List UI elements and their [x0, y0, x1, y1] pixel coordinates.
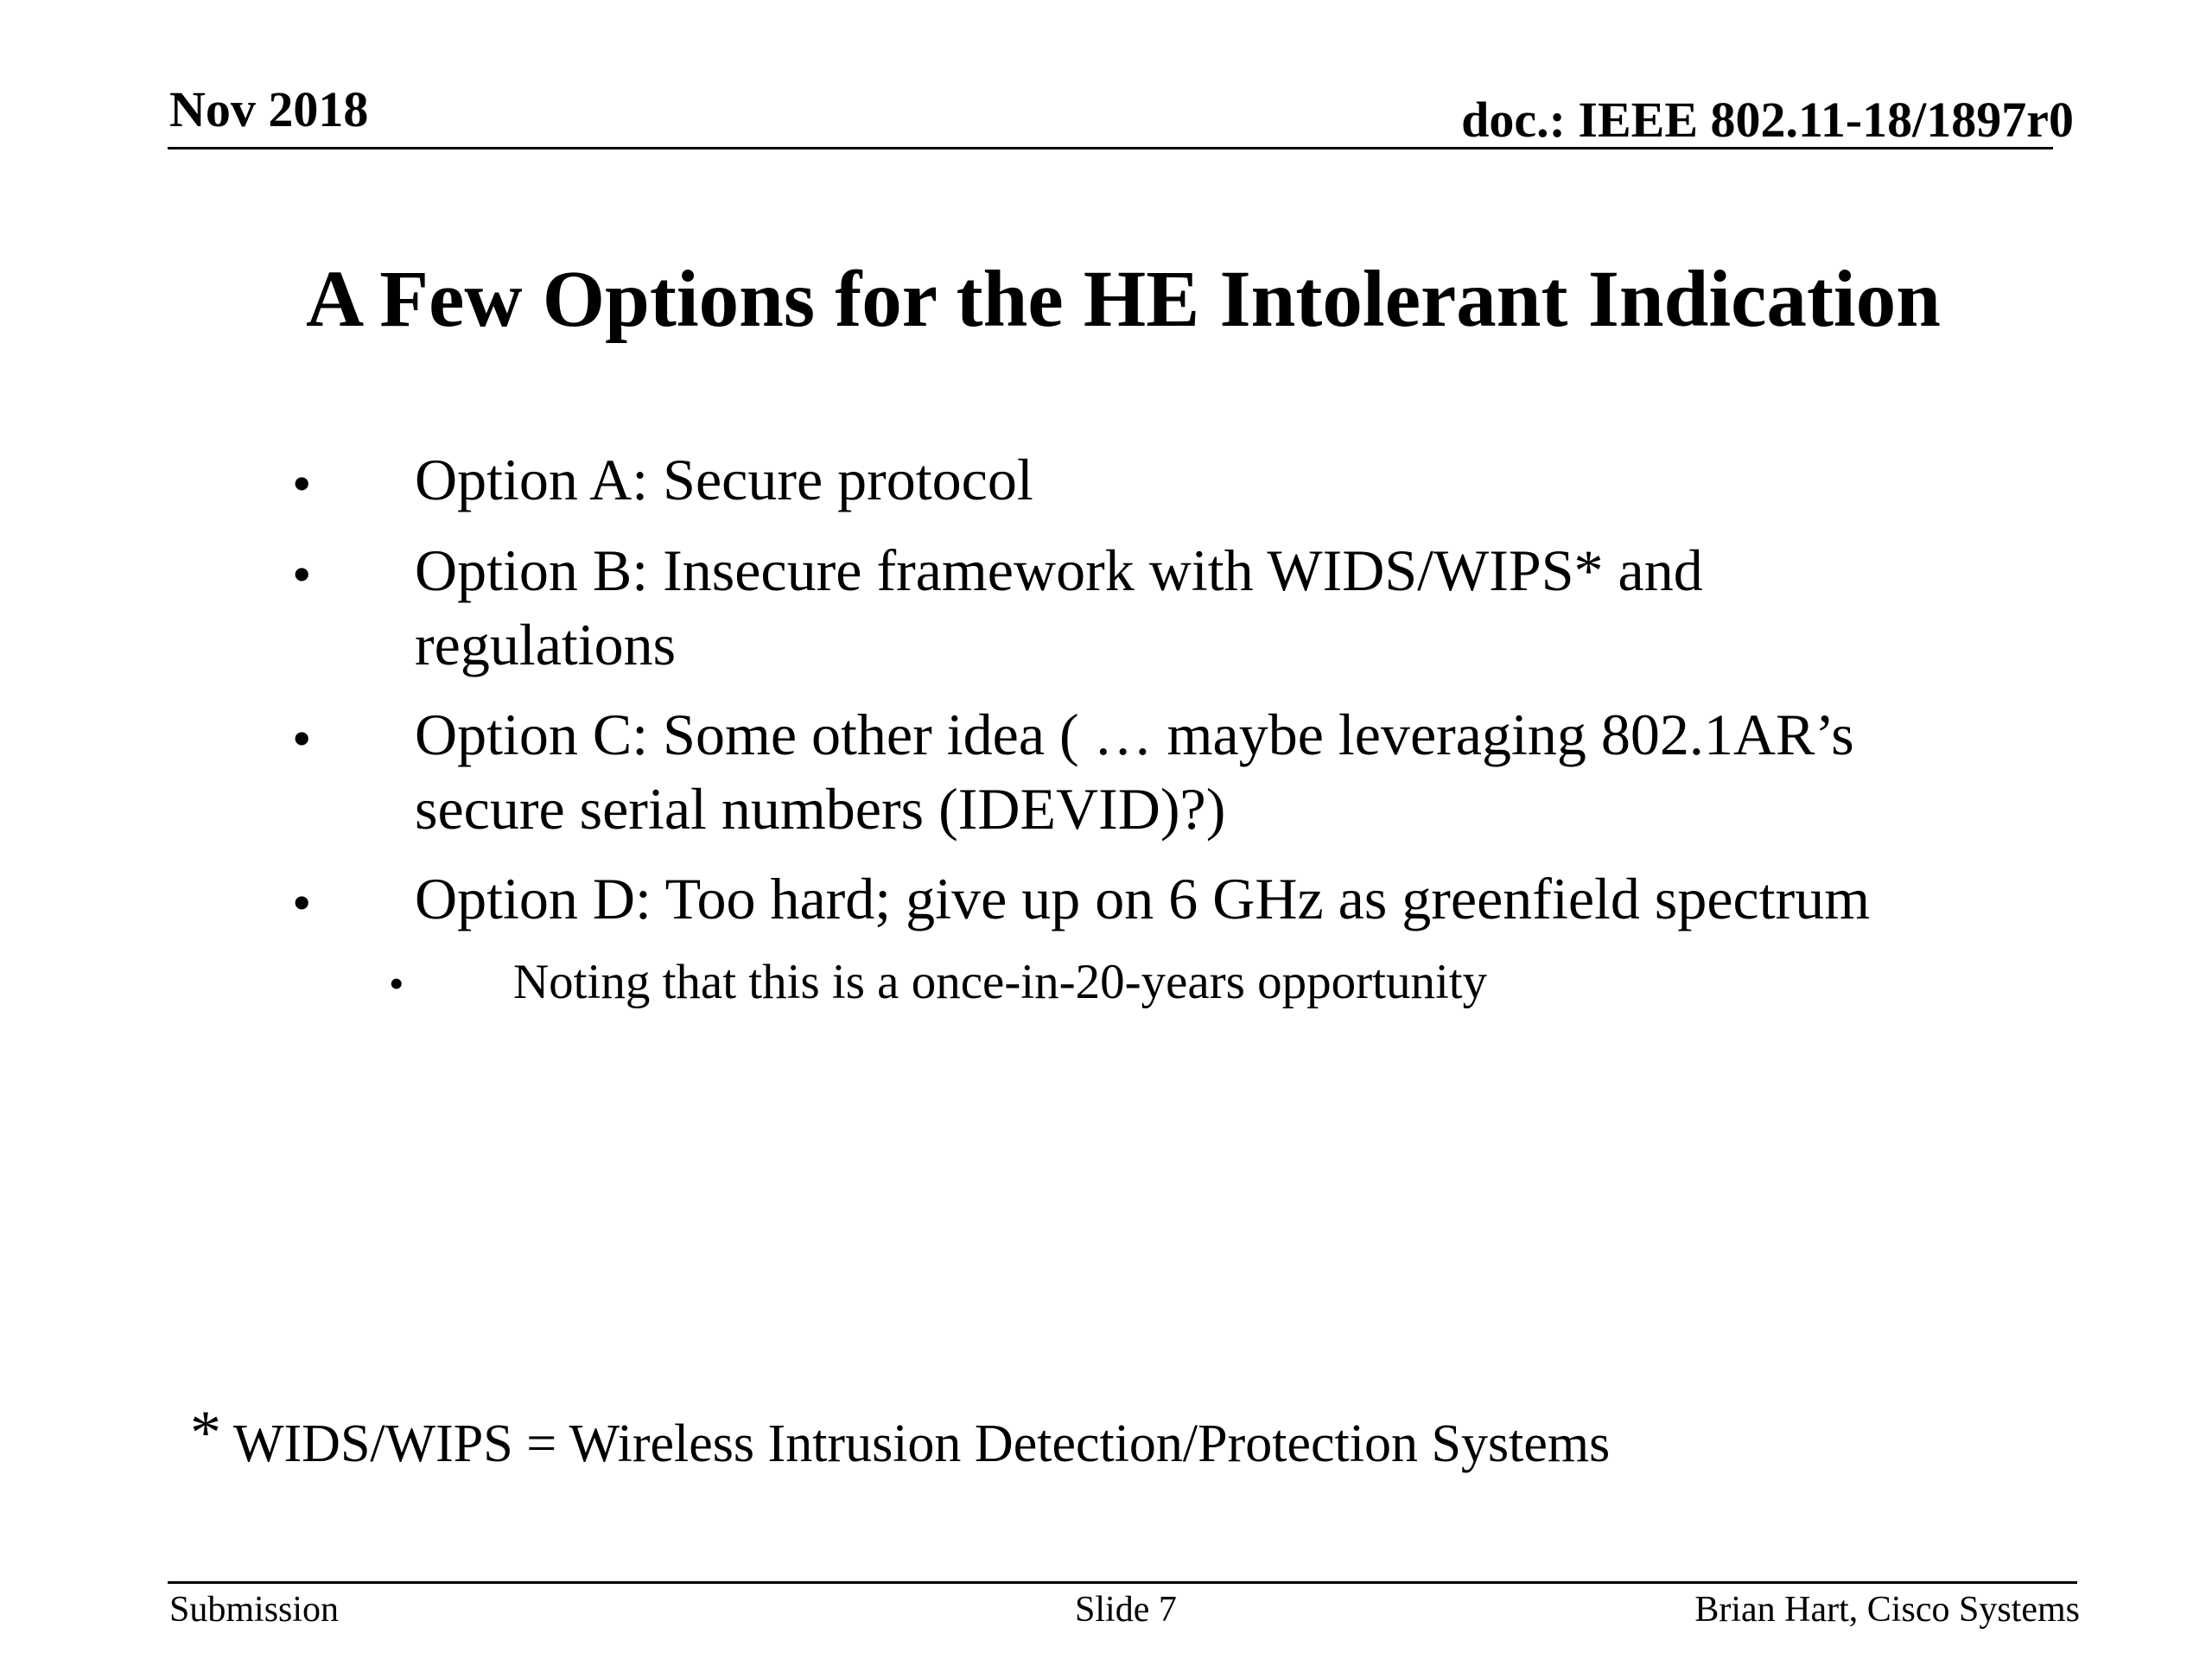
bullet-text: Option A: Secure protocol: [415, 447, 1033, 512]
footnote-text: WIDS/WIPS = Wireless Intrusion Detection/Protection Systems: [233, 1414, 1611, 1473]
bullet-text: Option B: Insecure framework with WIDS/WIPS* and regulations: [415, 537, 1703, 677]
bullet-marker: •: [292, 872, 312, 933]
bullet-marker: •: [292, 543, 312, 605]
bullet-text: Option C: Some other idea ( … maybe leveraging 802.1AR’s secure serial numbers (IDEVID)?): [415, 702, 1854, 842]
footer-slide-number: Slide 7: [1075, 1590, 1177, 1630]
header-doc-id: doc.: IEEE 802.11-18/1897r0: [1461, 92, 2074, 148]
footer-divider: [168, 1581, 2077, 1584]
bullet-marker: •: [292, 708, 312, 769]
footer-author: Brian Hart, Cisco Systems: [1694, 1590, 2080, 1630]
footnote-star: *: [190, 1398, 221, 1467]
header-divider: [168, 147, 2053, 149]
slide-title: A Few Options for the HE Intolerant Indication: [306, 255, 1941, 344]
sub-bullet-text: Noting that this is a once-in-20-years opportunity: [513, 955, 1488, 1009]
footer-submission: Submission: [169, 1590, 340, 1630]
bullet-marker: •: [292, 453, 312, 514]
bullet-text: Option D: Too hard; give up on 6 GHz as greenfield spectrum: [415, 866, 1871, 931]
sub-bullet-marker: •: [389, 959, 404, 1007]
header-date: Nov 2018: [169, 81, 369, 137]
